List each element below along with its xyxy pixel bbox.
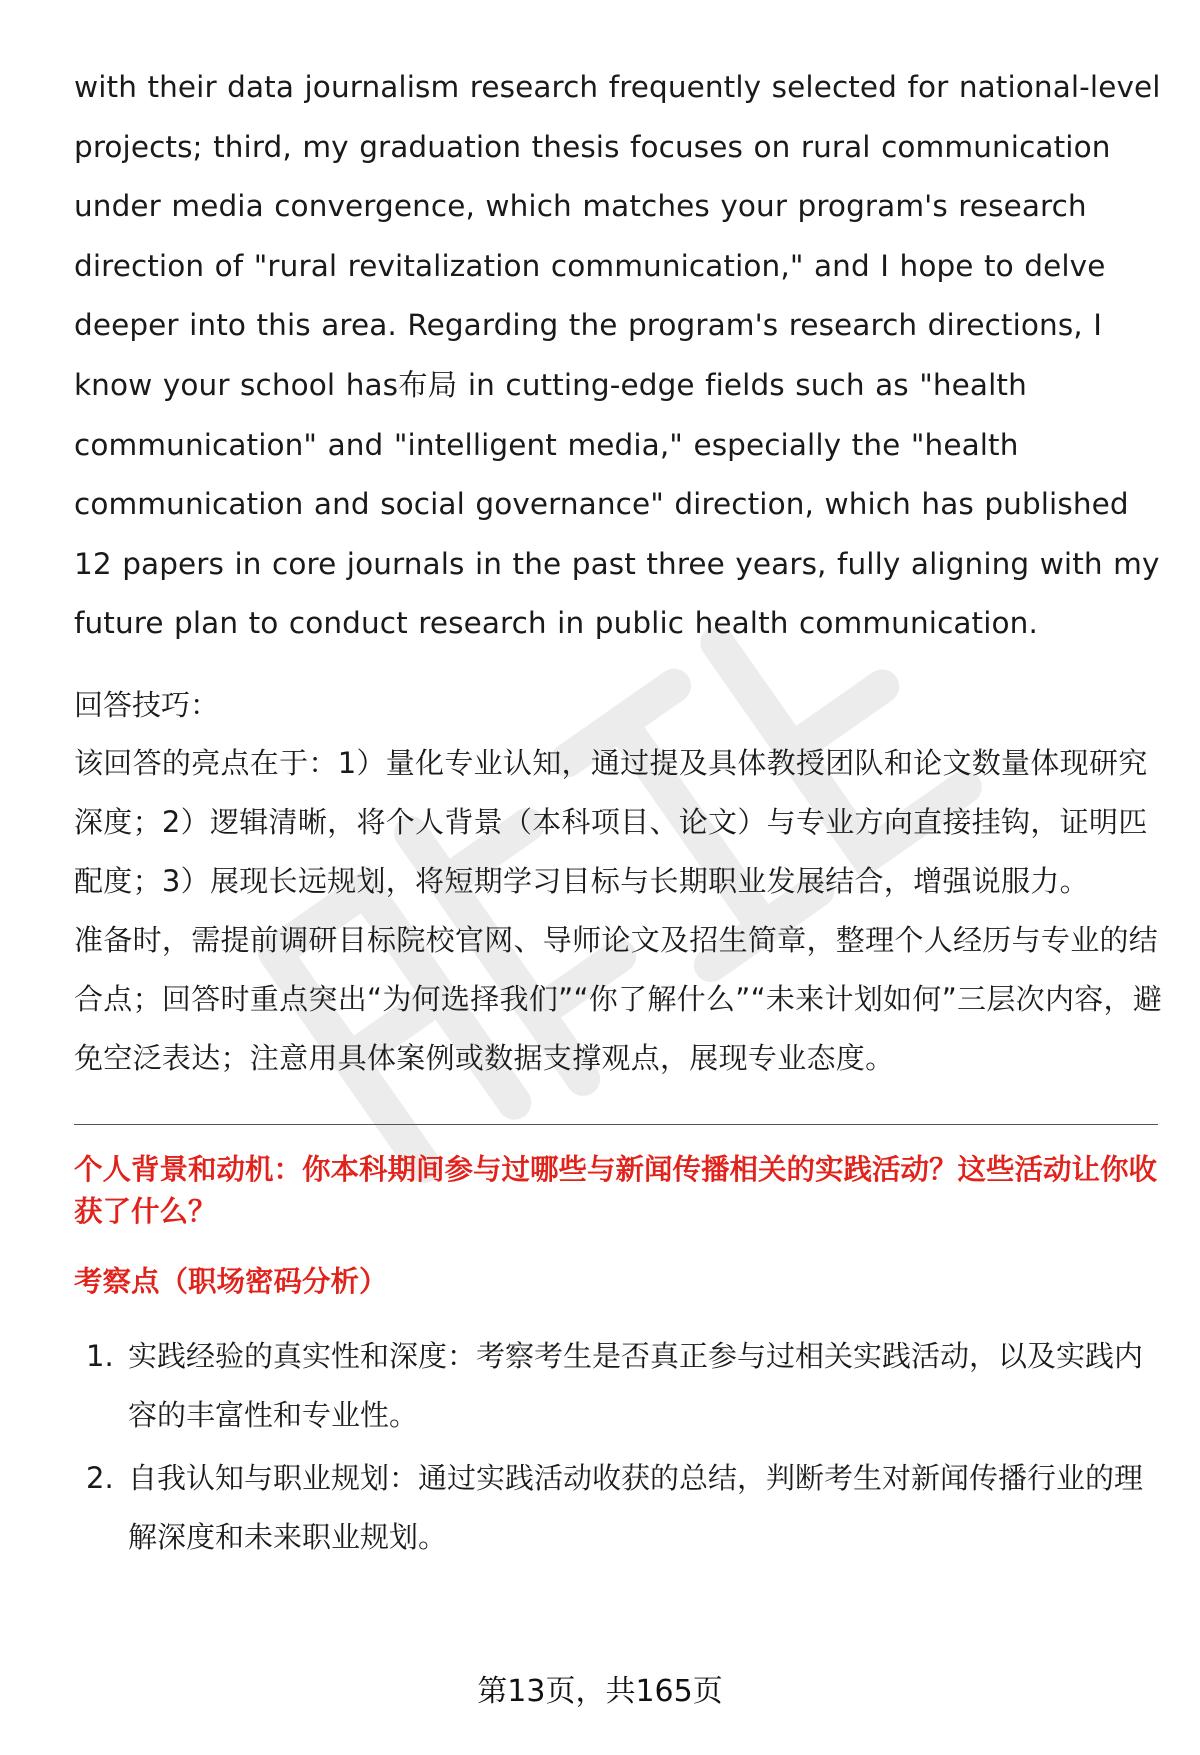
list-item	[74, 1449, 1164, 1567]
list-item-text: 自我认知与职业规划：通过实践活动收获的总结，判断考生对新闻传播行业的理解深度和未来职业规划。	[128, 1460, 1144, 1554]
assessment-title: 考察点（职场密码分析）	[74, 1264, 388, 1298]
list-item-number: 1.	[86, 1338, 114, 1373]
interview-question: 个人背景和动机：你本科期间参与过哪些与新闻传播相关的实践活动？这些活动让你收获了什么？	[74, 1152, 1158, 1228]
list-item	[74, 1327, 1164, 1445]
answer-continuation-paragraph: with their data journalism research frequently selected for national-level projects; third, my graduation thesis focuses on rural communication under media convergence, which matches your program's research direction of "rural revitalization communication," and I hope to delve deeper into this area. Regarding the program's research directions, I know your school has布局 in cutting-edge fields such as "health communication" and "intelligent media," especially the "health communication and social governance" direction, which has published 12 papers in core journals in the past three years, fully aligning with my future plan to conduct research in public health communication.	[74, 70, 1161, 641]
tips-preparation-paragraph: 准备时，需提前调研目标院校官网、导师论文及招生简章，整理个人经历与专业的结合点；回答时重点突出“为何选择我们”“你了解什么”“未来计划如何”三层次内容，避免空泛表达；注意用具体案例或数据支撑观点，展现专业态度。	[74, 922, 1163, 1075]
page-content	[74, 58, 1164, 1571]
list-item-text: 实践经验的真实性和深度：考察考生是否真正参与过相关实践活动，以及实践内容的丰富性和专业性。	[128, 1338, 1144, 1432]
page-number-footer: 第13页，共165页	[477, 1674, 723, 1709]
assessment-points-list	[74, 1327, 1164, 1567]
tips-highlight-paragraph: 该回答的亮点在于：1）量化专业认知，通过提及具体教授团队和论文数量体现研究深度；2）逻辑清晰，将个人背景（本科项目、论文）与专业方向直接挂钩，证明匹配度；3）展现长远规划，将短期学习目标与长期职业发展结合，增强说服力。	[74, 745, 1148, 898]
tips-label: 回答技巧：	[74, 687, 220, 722]
section-divider	[74, 1124, 1158, 1125]
list-item-number: 2.	[86, 1460, 114, 1495]
